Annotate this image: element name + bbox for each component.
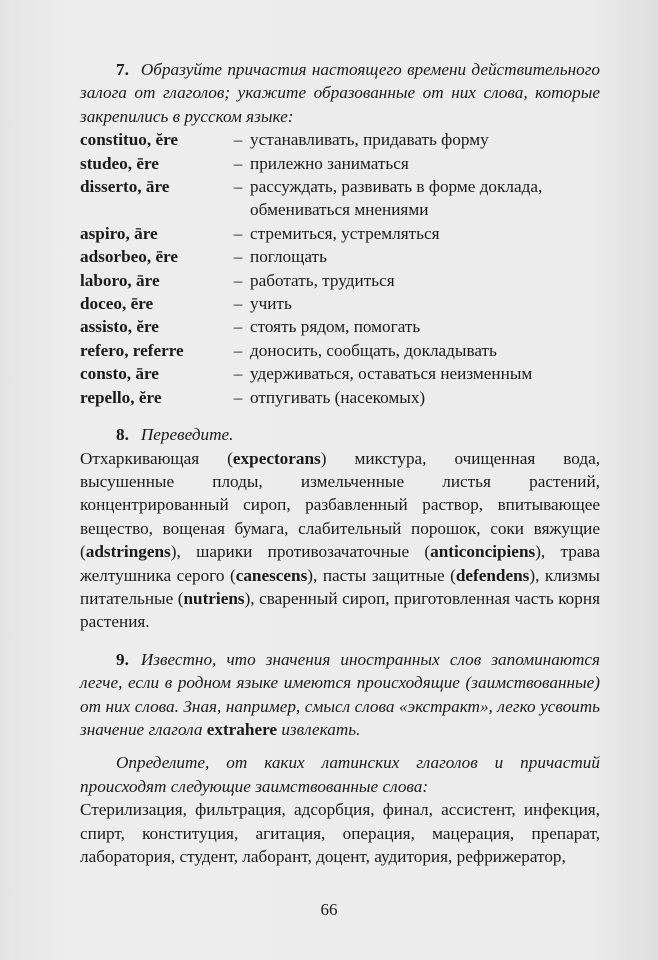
vocab-latin: doceo, ēre (80, 294, 154, 314)
text-run: ), пасты защитные ( (307, 565, 456, 585)
vocab-latin: disserto, āre (80, 177, 170, 197)
task-9-question (80, 751, 600, 798)
vocab-dash: – (233, 177, 243, 197)
vocab-gloss: отпугивать (насекомых) (250, 387, 426, 407)
vocab-gloss: удерживаться, оставаться неизменным (250, 364, 533, 384)
vocab-latin: studeo, ēre (80, 153, 159, 173)
vocab-gloss: доносить, сообщать, докладывать (250, 340, 497, 360)
text-run: ), клизмы питательные ( (80, 565, 600, 608)
vocab-row (80, 222, 600, 245)
vocab-gloss: прилежно заниматься (250, 153, 409, 173)
vocab-gloss: устанавливать, придавать форму (250, 130, 489, 150)
vocab-row (80, 245, 600, 268)
vocab-gloss: работать, трудиться (250, 270, 395, 290)
vocab-gloss: учить (250, 294, 292, 314)
task-8-number: 8. (116, 425, 129, 445)
text-run: ) микстура, очищенная вода, высушенные плоды, измельченные листья растений, концентрированный сироп, разбавленный раствор, впитывающее вещество, вощеная бумага, слабительный порошок, соки вяжущие ( (80, 448, 600, 562)
task-9-intro-text: Известно, что значения иностранных слов запоминаются легче, если в родном языке имеются происходящие (заимствованные) от них слова. Зная, например, смысл слова «экстракт», легко усвоить значение глагола (80, 649, 600, 739)
latin-term: defendens (455, 565, 530, 585)
vocabulary-list (80, 128, 600, 409)
vocab-gloss: стремиться, устремляться (250, 223, 440, 243)
vocab-latin: assisto, ĕre (80, 317, 159, 337)
text-run: Отхаркивающая ( (80, 448, 233, 468)
text-run: ), шарики противозачаточные ( (170, 542, 431, 562)
vocab-dash: – (233, 317, 243, 337)
latin-term: expectorans (232, 448, 321, 468)
task-8-text (80, 447, 600, 634)
task-7-instruction: Образуйте причастия настоящего времени действительного залога от глаголов; укажите образованные от них слова, которые закрепились в русском языке: (80, 60, 600, 126)
vocab-row (80, 315, 600, 338)
vocab-dash: – (233, 270, 243, 290)
vocab-dash: – (233, 387, 243, 407)
task-7-number: 7. (116, 60, 129, 79)
vocab-latin: laboro, āre (80, 270, 160, 290)
vocab-row (80, 152, 600, 175)
task-8-instruction: Переведите. (140, 425, 234, 445)
task-7-heading (80, 58, 600, 128)
task-8-heading (80, 423, 600, 446)
text-run: ), трава желтушника серого ( (80, 542, 600, 585)
vocab-row (80, 362, 600, 385)
task-9-intro-end: извлекать. (277, 719, 361, 739)
task-9-question-text: Определите, от каких латинских глаголов и причастий происходят следующие заимствованные слова: (80, 753, 600, 796)
vocab-dash: – (233, 130, 243, 150)
vocab-latin: consto, āre (80, 364, 159, 384)
vocab-row (80, 269, 600, 292)
vocab-dash: – (233, 223, 243, 243)
vocab-latin: refero, referre (80, 340, 184, 360)
vocab-dash: – (233, 153, 243, 173)
vocab-latin: repello, ĕre (80, 387, 162, 407)
page-number: 66 (320, 900, 338, 919)
text-run: ), сваренный сироп, приготовленная часть корня растения. (80, 588, 600, 632)
latin-term: anticoncipiens (430, 542, 536, 562)
vocab-latin: adsorbeo, ēre (80, 247, 179, 267)
task-9-word-list: Стерилизация, фильтрация, адсорбция, финал, ассистент, инфекция, спирт, конституция, агитация, операция, мацерация, препарат, лаборатория, студент, лаборант, доцент, аудитория, рефрижератор, (80, 800, 600, 866)
vocab-gloss: поглощать (250, 247, 327, 267)
task-9-number: 9. (116, 649, 129, 669)
vocab-gloss: стоять рядом, помогать (250, 317, 421, 337)
vocab-dash: – (233, 294, 243, 314)
latin-term: adstringens (85, 542, 171, 562)
vocab-latin: constituo, ĕre (80, 130, 179, 150)
vocab-latin: aspiro, āre (80, 223, 158, 243)
latin-term: extrahere (206, 719, 278, 739)
task-9-intro (80, 648, 600, 742)
page-content (80, 58, 600, 868)
vocab-row (80, 339, 600, 362)
vocab-dash: – (233, 247, 243, 267)
latin-term: canescens (235, 565, 308, 585)
vocab-row (80, 175, 600, 222)
vocab-dash: – (233, 340, 243, 360)
vocab-dash: – (233, 364, 243, 384)
vocab-row (80, 386, 600, 409)
vocab-row (80, 128, 600, 151)
vocab-row (80, 292, 600, 315)
vocab-gloss: рассуждать, развивать в форме доклада, обмениваться мнениями (250, 177, 543, 220)
latin-term: nutriens (183, 588, 245, 608)
